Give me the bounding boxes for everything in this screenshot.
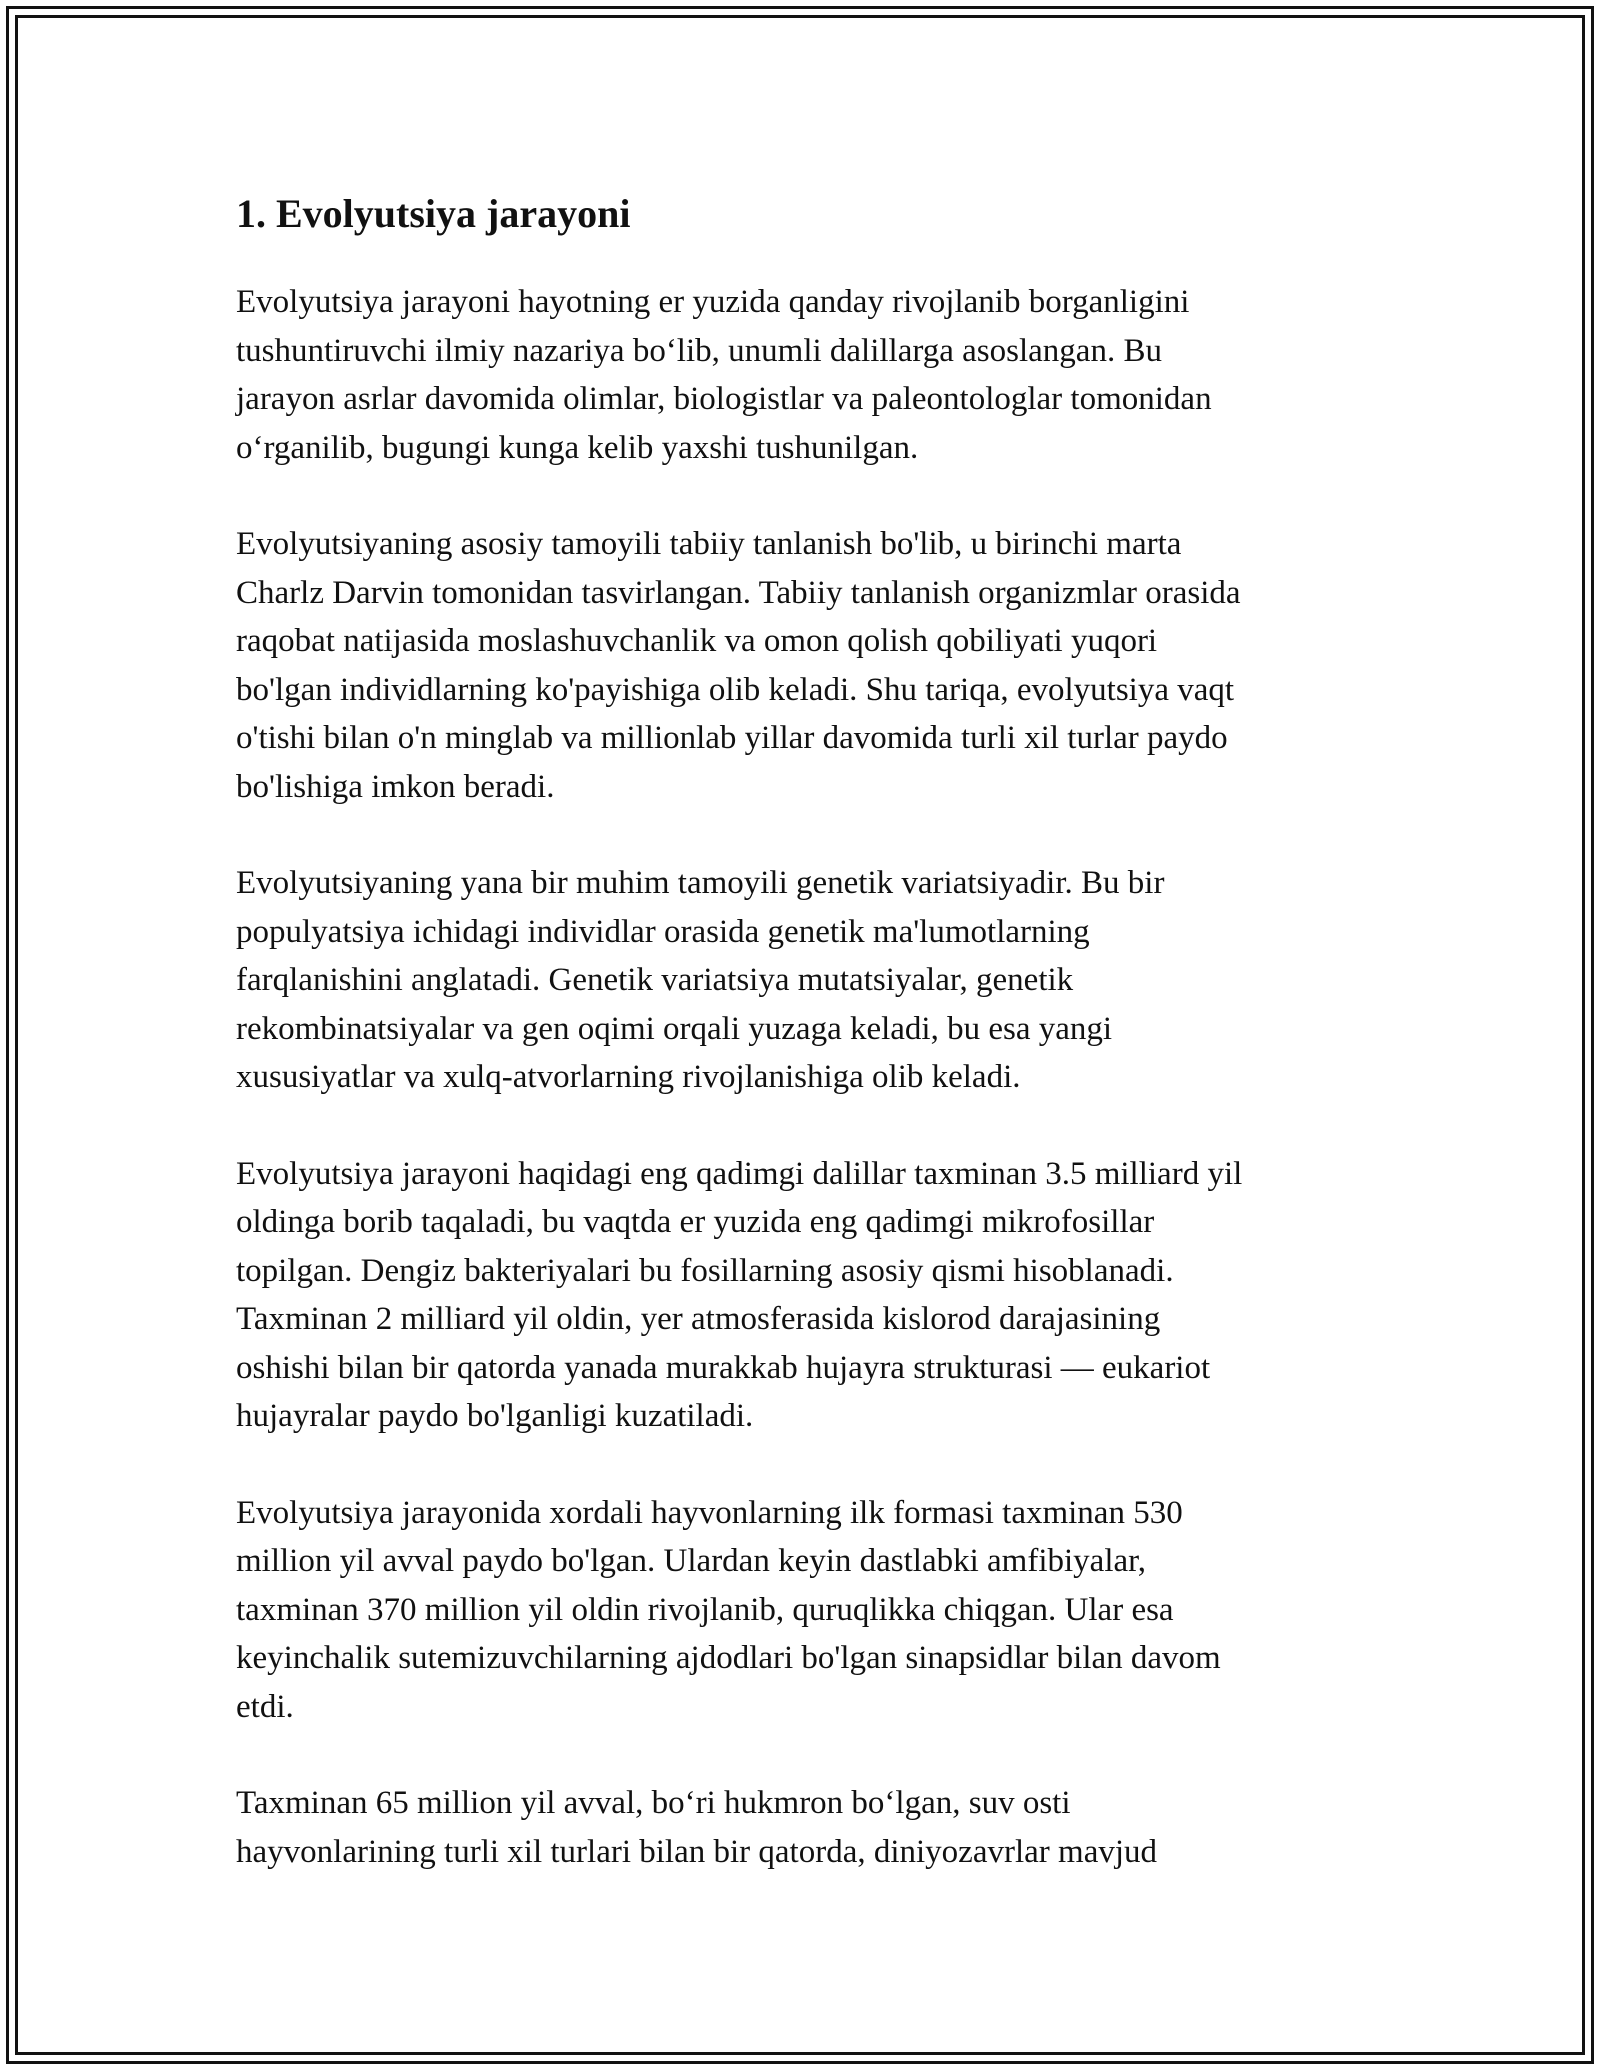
paragraph-2: Evolyutsiyaning asosiy tamoyili tabiiy tanlanish bo'lib, u birinchi marta Charlz Darvin tomonidan tasvirlangan. Tabiiy tanlanish organizmlar orasida raqobat natijasida moslashuvchanlik va omon qolish qobiliyati yuqori bo'lgan individlarning ko'payishiga olib keladi. Shu tariqa, evolyutsiya vaqt o'tishi bilan o'n minglab va millionlab yillar davomida turli xil turlar paydo bo'lishiga imkon beradi.	[236, 526, 1241, 805]
paragraph-4: Evolyutsiya jarayoni haqidagi eng qadimgi dalillar taxminan 3.5 milliard yil oldinga borib taqaladi, bu vaqtda er yuzida eng qadimgi mikrofosillar topilgan. Dengiz bakteriyalari bu fosillarning asosiy qismi hisoblanadi. Taxminan 2 milliard yil oldin, yer atmosferasida kislorod darajasining oshishi bilan bir qatorda yanada murakkab hujayra strukturasi — eukariot hujayralar paydo bo'lganligi kuzatiladi.	[236, 1155, 1243, 1434]
paragraph-1: Evolyutsiya jarayoni hayotning er yuzida qanday rivojlanib borganligini tushuntiruvchi ilmiy nazariya bo‘lib, unumli dalillarga asoslangan. Bu jarayon asrlar davomida olimlar, biologistlar va paleontologlar tomonidan o‘rganilib, bugungi kunga kelib yaxshi tushunilgan.	[236, 284, 1212, 466]
paragraph-3: Evolyutsiyaning yana bir muhim tamoyili genetik variatsiyadir. Bu bir populyatsiya ichidagi individlar orasida genetik ma'lumotlarning farqlanishini anglatadi. Genetik variatsiya mutatsiyalar, genetik rekombinatsiyalar va gen oqimi orqali yuzaga keladi, bu esa yangi xususiyatlar va xulq-atvorlarning rivojlanishiga olib keladi.	[236, 865, 1165, 1095]
section-heading: 1. Evolyutsiya jarayoni	[236, 191, 631, 236]
document-page	[236, 186, 1376, 1924]
paragraph-6: Taxminan 65 million yil avval, bo‘ri hukmron bo‘lgan, suv osti hayvonlarining turli xil turlari bilan bir qatorda, diniyozavrlar mavjud	[236, 1785, 1158, 1870]
paragraph-5: Evolyutsiya jarayonida xordali hayvonlarning ilk formasi taxminan 530 million yil avval paydo bo'lgan. Ulardan keyin dastlabki amfibiyalar, taxminan 370 million yil oldin rivojlanib, quruqlikka chiqgan. Ular esa keyinchalik sutemizuvchilarning ajdodlari bo'lgan sinapsidlar bilan davom etdi.	[236, 1494, 1221, 1725]
